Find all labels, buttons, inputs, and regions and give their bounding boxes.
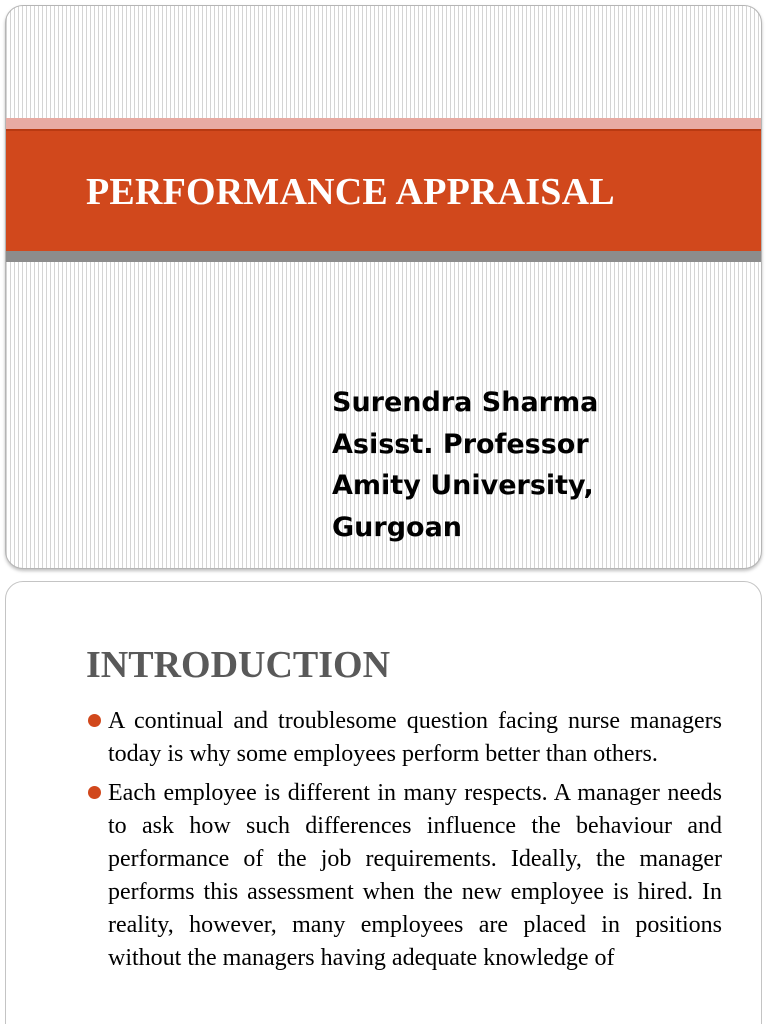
bullet-icon (88, 786, 101, 799)
bullet-list (86, 705, 722, 981)
bullet-item (86, 777, 722, 975)
author-name: Surendra Sharma (332, 387, 599, 418)
bullet-text: Each employee is different in many respects. A manager needs to ask how such differences influence the behaviour and performance of the job requirements. Ideally, the manager performs this assessment when the new employee is hired. In reality, however, many employees are placed in positions without the managers having adequate knowledge of (108, 780, 722, 971)
author-position: Asisst. Professor (332, 428, 589, 460)
bullet-icon (88, 714, 101, 727)
introduction-slide (5, 581, 762, 1024)
bullet-text: A continual and troublesome question facing nurse managers today is why some employees perform better than others. (108, 708, 722, 767)
slide-heading: INTRODUCTION (86, 644, 391, 686)
author-location: Gurgoan (332, 511, 463, 543)
title-banner (6, 129, 761, 251)
accent-stripe-top (6, 118, 761, 129)
accent-stripe-bottom (6, 251, 761, 262)
slide-title: PERFORMANCE APPRAISAL (86, 171, 615, 213)
author-block (332, 382, 652, 548)
author-institution: Amity University, (332, 470, 594, 501)
title-slide (5, 5, 762, 569)
bullet-item (86, 705, 722, 771)
